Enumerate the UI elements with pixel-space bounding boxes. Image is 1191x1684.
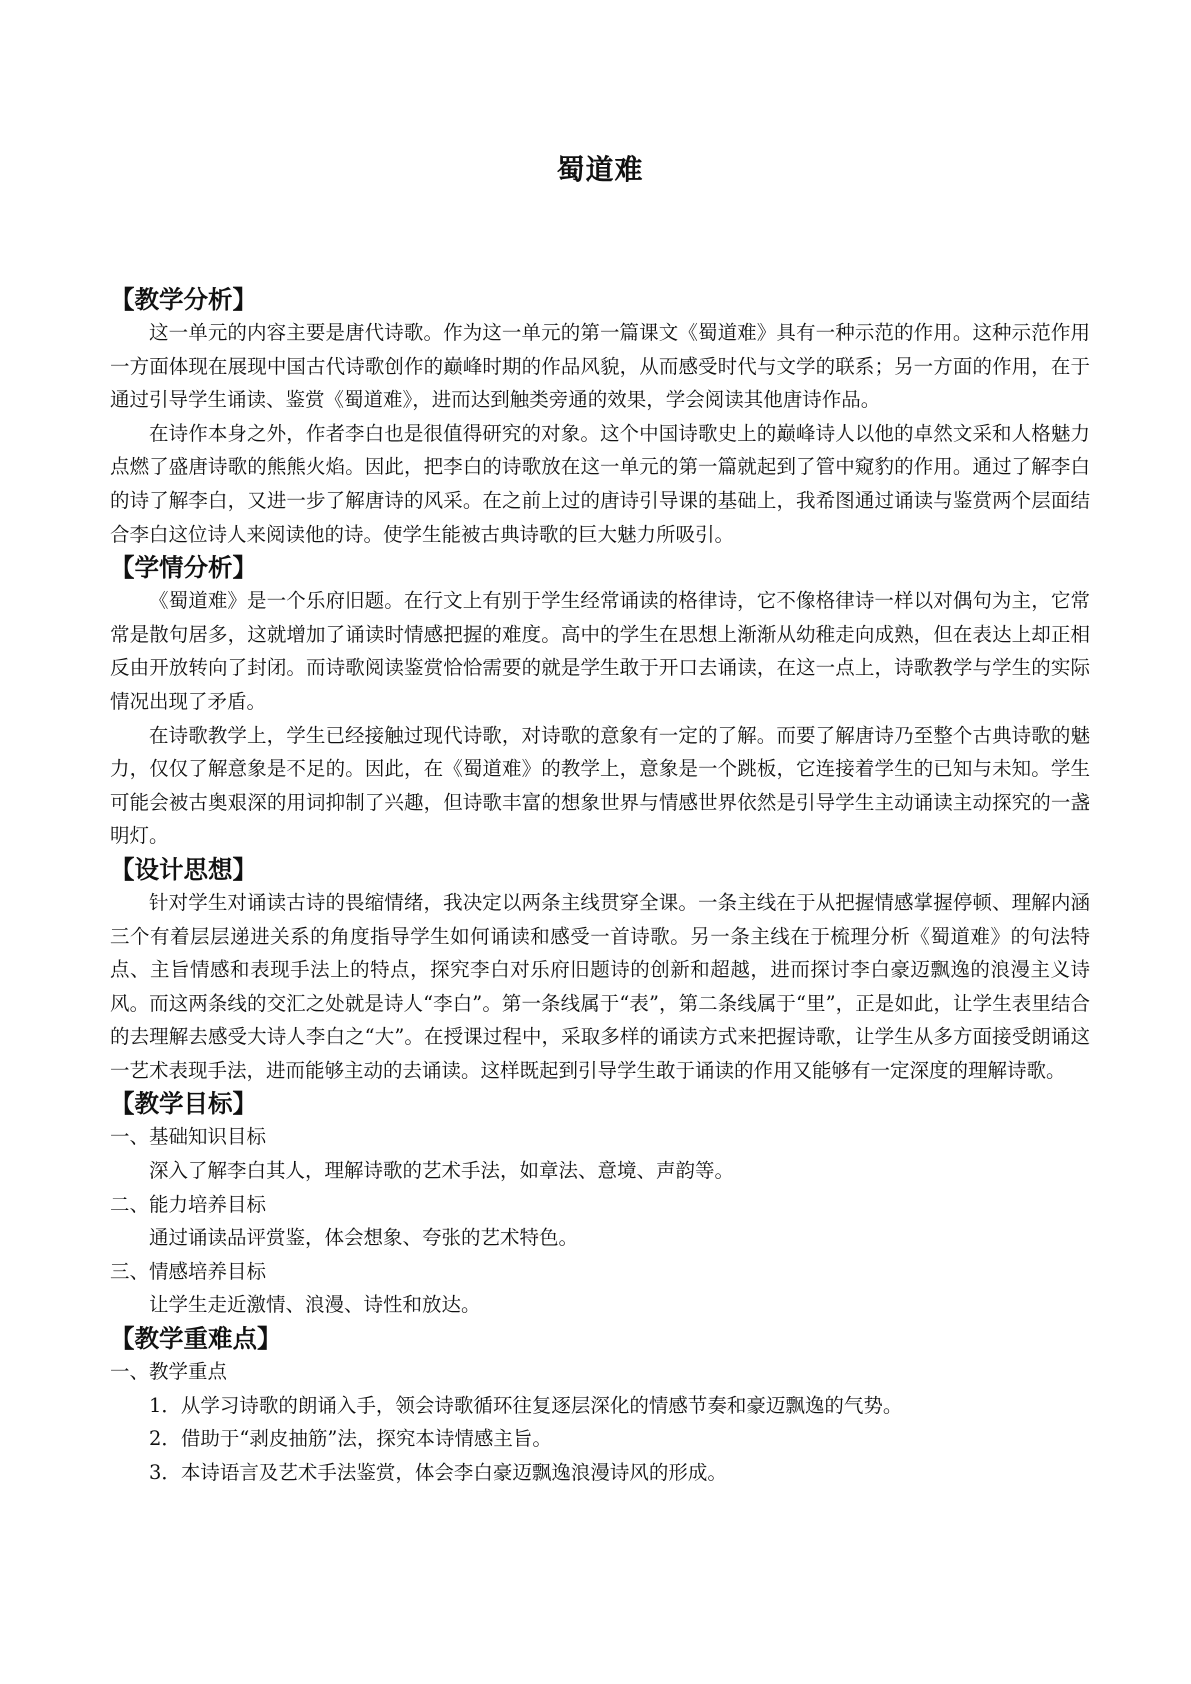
- goal-label: 三、情感培养目标: [110, 1259, 267, 1283]
- document-page: [110, 150, 1090, 1489]
- goal-detail: 深入了解李白其人，理解诗歌的艺术手法，如章法、意境、声韵等。: [149, 1159, 735, 1183]
- page-title: 蜀道难: [556, 153, 644, 186]
- key-point-item: 3．本诗语言及艺术手法鉴赏，体会李白豪迈飘逸浪漫诗风的形成。: [149, 1460, 727, 1484]
- section-heading-teaching-analysis: 【教学分析】: [110, 285, 257, 314]
- goal-label: 二、能力培养目标: [110, 1192, 267, 1216]
- key-point-item: 2．借助于“剥皮抽筋”法，探究本诗情感主旨。: [149, 1427, 552, 1451]
- key-points-subheading: 一、教学重点: [110, 1360, 228, 1384]
- goal-detail: 让学生走近激情、浪漫、诗性和放达。: [149, 1293, 481, 1317]
- paragraph: 针对学生对诵读古诗的畏缩情绪，我决定以两条主线贯穿全课。一条主线在于从把握情感掌握停顿、理解内涵三个有着层层递进关系的角度指导学生如何诵读和感受一首诗歌。另一条主线在于梳理分析《蜀道难》的句法特点、主旨情感和表现手法上的特点，探究李白对乐府旧题诗的创新和超越，进而探讨李白豪迈飘逸的浪漫主义诗风。而这两条线的交汇之处就是诗人“李白”。第一条线属于“表”，第二条线属于“里”，正是如此，让学生表里结合的去理解去感受大诗人李白之“大”。在授课过程中，采取多样的诵读方式来把握诗歌，让学生从多方面接受朗诵这一艺术表现手法，进而能够主动的去诵读。这样既起到引导学生敢于诵读的作用又能够有一定深度的理解诗歌。: [110, 890, 1090, 1082]
- section-heading-teaching-goals: 【教学目标】: [110, 1089, 257, 1119]
- goal-label: 一、基础知识目标: [110, 1125, 267, 1149]
- section-heading-design-idea: 【设计思想】: [110, 854, 257, 884]
- paragraph: 《蜀道难》是一个乐府旧题。在行文上有别于学生经常诵读的格律诗，它不像格律诗一样以对偶句为主，它常常是散句居多，这就增加了诵读时情感把握的难度。高中的学生在思想上渐渐从幼稚走向成熟，但在表达上却正相反由开放转向了封闭。而诗歌阅读鉴赏恰恰需要的就是学生敢于开口去诵读，在这一点上，诗歌教学与学生的实际情况出现了矛盾。: [110, 589, 1090, 713]
- section-heading-student-analysis: 【学情分析】: [110, 553, 257, 583]
- key-point-item: 1．从学习诗歌的朗诵入手，领会诗歌循环往复逐层深化的情感节奏和豪迈飘逸的气势。: [149, 1393, 903, 1417]
- paragraph: 在诗歌教学上，学生已经接触过现代诗歌，对诗歌的意象有一定的了解。而要了解唐诗乃至整个古典诗歌的魅力，仅仅了解意象是不足的。因此，在《蜀道难》的教学上，意象是一个跳板，它连接着学生的已知与未知。学生可能会被古奥艰深的用词抑制了兴趣，但诗歌丰富的想象世界与情感世界依然是引导学生主动诵读主动探究的一盏明灯。: [110, 723, 1090, 848]
- goal-detail: 通过诵读品评赏鉴，体会想象、夸张的艺术特色。: [149, 1226, 579, 1250]
- paragraph: 在诗作本身之外，作者李白也是很值得研究的对象。这个中国诗歌史上的巅峰诗人以他的卓然文采和人格魅力点燃了盛唐诗歌的熊熊火焰。因此，把李白的诗歌放在这一单元的第一篇就起到了管中窥豹的作用。通过了解李白的诗了解李白，又进一步了解唐诗的风采。在之前上过的唐诗引导课的基础上，我希图通过诵读与鉴赏两个层面结合李白这位诗人来阅读他的诗。使学生能被古典诗歌的巨大魅力所吸引。: [110, 421, 1090, 546]
- paragraph: 这一单元的内容主要是唐代诗歌。作为这一单元的第一篇课文《蜀道难》具有一种示范的作用。这种示范作用一方面体现在展现中国古代诗歌创作的巅峰时期的作品风貌，从而感受时代与文学的联系；另一方面的作用，在于通过引导学生诵读、鉴赏《蜀道难》，进而达到触类旁通的效果，学会阅读其他唐诗作品。: [110, 321, 1090, 412]
- section-heading-key-points: 【教学重难点】: [110, 1324, 282, 1354]
